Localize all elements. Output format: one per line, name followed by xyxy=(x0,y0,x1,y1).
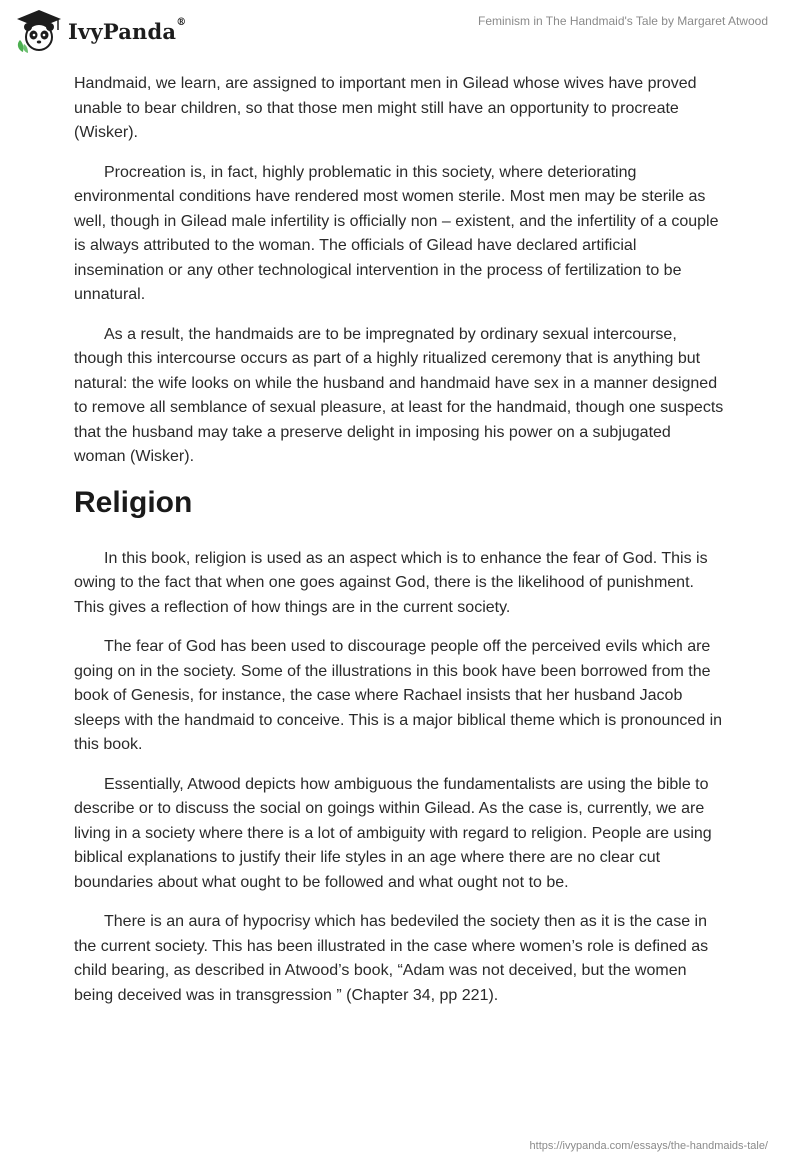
paragraph-fear-of-god: In this book, religion is used as an aspect which is to enhance the fear of God. This is owing to the fact that when one goes against God, there is the likelihood of punishment. This gives a reflection of how things are in the current society. xyxy=(74,549,708,616)
paragraph-ceremony: As a result, the handmaids are to be impregnated by ordinary sexual intercourse, though this intercourse occurs as part of a highly ritualized ceremony that is anything but natural: the wife looks on while the husband and handmaid have sex in a manner designed to remove all semblance of sexual pleasure, at least for the handmaid, though one suspects that the husband may take a preserve delight in imposing his power on a subjugated woman (Wisker). xyxy=(74,325,724,465)
essay-body xyxy=(74,72,726,1023)
section-heading-religion: Religion xyxy=(74,485,193,519)
brand-name: IvyPanda® xyxy=(68,16,187,44)
ivypanda-logo[interactable] xyxy=(14,8,186,54)
paragraph-ambiguity: Essentially, Atwood depicts how ambiguous the fundamentalists are using the bible to describe or to discuss the social on goings within Gilead. As the case is, currently, we are living in a society where there is a lot of ambiguity with regard to religion. People are using biblical explanations to justify their life styles in an age where there are no clear cut boundaries about what ought to be followed and what ought not to be. xyxy=(74,775,712,891)
document-title: Feminism in The Handmaid's Tale by Margaret Atwood xyxy=(478,14,768,28)
registered-mark: ® xyxy=(176,16,187,28)
source-url[interactable]: https://ivypanda.com/essays/the-handmaids-tale/ xyxy=(529,1140,768,1152)
page-header xyxy=(0,0,800,62)
panda-graduate-icon xyxy=(14,8,64,54)
paragraph-procreation: Procreation is, in fact, highly problematic in this society, where deteriorating environmental conditions have rendered most women sterile. Most men may be sterile as well, though in Gilead male infertility is officially non – existent, and the infertility of a couple is always attributed to the woman. The officials of Gilead have declared artificial insemination or any other technological intervention in the process of fertilization to be unnatural. xyxy=(74,163,719,303)
paragraph-hypocrisy: There is an aura of hypocrisy which has bedeviled the society then as it is the case in the current society. This has been illustrated in the case where women’s role is defined as child bearing, as described in Atwood’s book, “Adam was not deceived, but the women being deceived was in transgression ” (Chapter 34, pp 221). xyxy=(74,913,709,1004)
paragraph-genesis: The fear of God has been used to discourage people off the perceived evils which are going on in the society. Some of the illustrations in this book have been borrowed from the book of Genesis, for instance, the case where Rachael insists that her husband Jacob sleeps with the handmaid to conceive. This is a major biblical theme which is pronounced in this book. xyxy=(74,638,723,753)
paragraph-continued: Handmaid, we learn, are assigned to important men in Gilead whose wives have proved unable to bear children, so that those men might still have an opportunity to procreate (Wisker). xyxy=(74,75,697,141)
